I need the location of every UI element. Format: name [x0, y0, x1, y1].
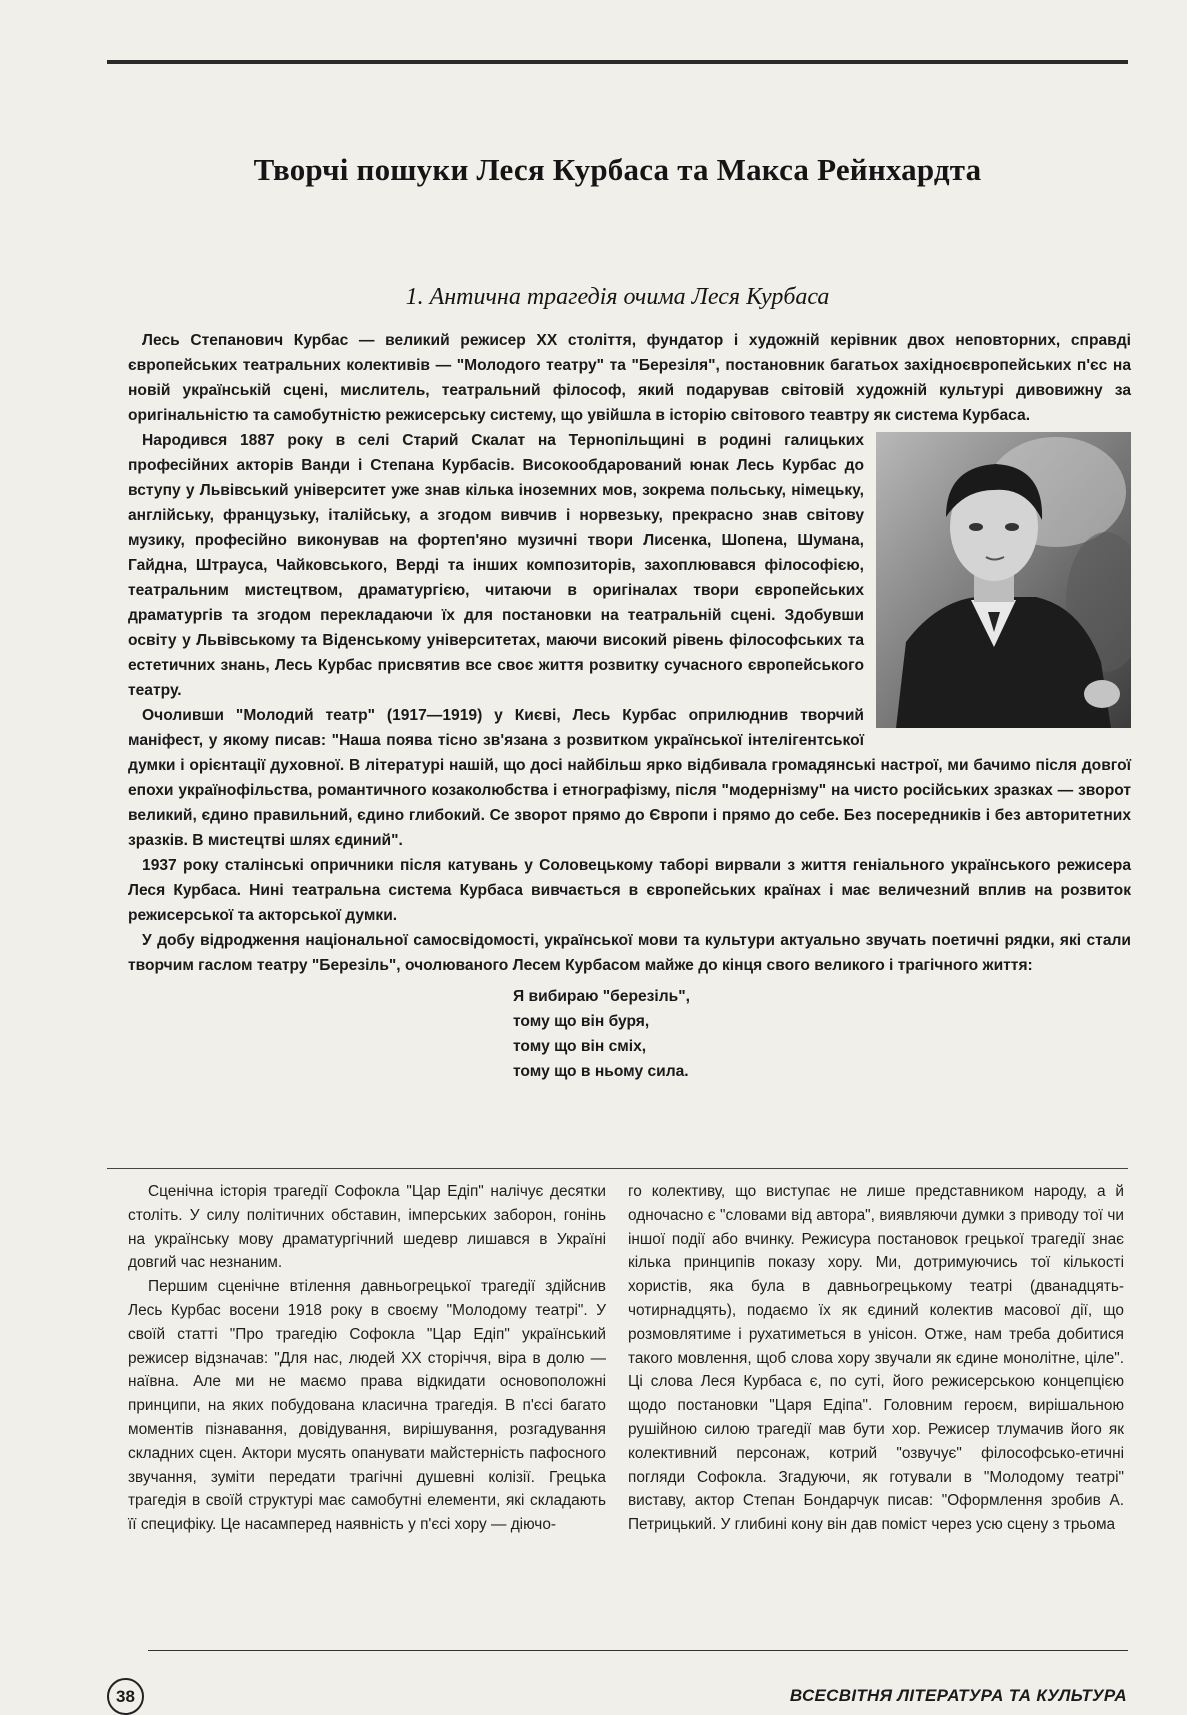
footer-rule	[148, 1650, 1128, 1651]
intro-text	[128, 328, 1131, 1084]
intro-paragraph: 1937 року сталінські опричники після катувань у Соловецькому таборі вирвали з життя геніального українського режисера Леся Курбаса. Нині театральна система Курбаса вивчається в європейських країнах і має величезний вплив на розвиток режисерської та акторської думки.	[128, 857, 1131, 924]
top-rule	[107, 60, 1128, 64]
right-column	[628, 1180, 1124, 1537]
body-paragraph: Першим сценічне втілення давньогрецької трагедії здійснив Лесь Курбас восени 1918 року в своєму "Молодому театрі". У своїй статті "Про трагедію Софокла "Цар Едіп" український режисер відзначав: "Для нас, людей ХХ сторіччя, віра в долю — наївна. Але ми не маємо права відкидати основоположні принципи, на яких побудована класична трагедія. В п'єсі багато моментів пізнавання, довідування, вирішування, розгадування складних сцен. Актори мусять опанувати майстерність пафосного звучання, зуміти передати трагічні душевні колізії. Грецька трагедія в своїй структурі має самобутні елементи, які складають її специфіку. Це насамперед наявність у п'єсі хору — діючо-	[128, 1278, 606, 1534]
intro-paragraph: Очоливши "Молодий театр" (1917—1919) у Києві, Лесь Курбас оприлюднив творчий маніфест, у якому писав: "Наша поява тісно зв'язана з розвитком української інтелігентської думки і орієнтації духовної. В літературі нашій, що досі найбільш яркo відбивала громадянські настрої, ми бачимо після довгої епохи українофільства, романтичного козаколюбства і етнографізму, після "модернізму" на чисто російських зразках — зворот великий, єдино правильний, єдино глибокий. Се зворот прямо до Європи і прямо до себе. Без посередників і без авторитетних зразків. В мистецтві шлях єдиний".	[128, 707, 1131, 849]
poem-line: Я вибираю "березіль",	[513, 988, 690, 1005]
poem-line: тому що він буря,	[513, 1013, 650, 1030]
page-number: 38	[107, 1678, 144, 1715]
poem-line: тому що він сміх,	[513, 1038, 647, 1055]
portrait-photo	[876, 432, 1131, 728]
left-column	[128, 1180, 606, 1537]
article-title: Творчі пошуки Леся Курбаса та Макса Рейнхардта	[253, 152, 982, 187]
poem-line: тому що в ньому сила.	[513, 1063, 689, 1080]
body-paragraph: Сценічна історія трагедії Софокла "Цар Едіп" налічує десятки століть. У силу політичних обставин, імперських заборон, гонінь на українську мову драматургічний шедевр лишався в Україні довгий час незнаним.	[128, 1183, 606, 1272]
section-divider	[107, 1168, 1128, 1169]
portrait-image	[876, 432, 1131, 728]
section-subtitle: 1. Антична трагедія очима Леся Курбаса	[405, 284, 830, 310]
intro-paragraph: У добу відродження національної самосвідомості, української мови та культури актуально звучать поетичні рядки, які стали творчим гаслом театру "Березіль", очолюваного Лесем Курбасом майже до кінця свого великого і трагічного життя:	[128, 932, 1131, 974]
journal-title: ВСЕСВІТНЯ ЛІТЕРАТУРА ТА КУЛЬТУРА	[789, 1686, 1127, 1705]
intro-paragraph: Лесь Степанович Курбас — великий режисер ХХ століття, фундатор і художній керівник двох неповторних, справді європейських театральних колективів — "Молодого театру" та "Березіля", постановник багатьох західноєвропейських п'єс на новій українській сцені, мислитель, театральний філософ, який подарував світовій художній культурі дивовижну за оригінальністю та самобутністю режисерську систему, що увійшла в історію світового теавтру як система Курбаса.	[128, 332, 1131, 424]
intro-paragraph: Народився 1887 року в селі Старий Скалат на Тернопільщині в родині галицьких професійних акторів Ванди і Степана Курбасів. Високообдарований юнак Лесь Курбас до вступу у Львівський університет уже знав кілька іноземних мов, зокрема польську, німецьку, англійську, французьку, італійську, а згодом вивчив і норвезьку, прекрасно знав світову музику, професійно виконував на фортеп'яно музичні твори Лисенка, Шопена, Шумана, Гайдна, Штрауса, Чайковського, Верді та інших композиторів, захоплювався філософією, театральним мистецтвом, драматургією, читаючи в оригіналах твори європейських драматургів та згодом перекладаючи їх для постановки на театральній сцені. Здобувши освіту у Львівському та Віденському університетах, маючи високий рівень філософських та естетичних знань, Лесь Курбас присвятив все своє життя розвитку сучасного європейського театру.	[128, 432, 864, 699]
poem	[513, 984, 1131, 1084]
body-paragraph: го колективу, що виступає не лише представником народу, а й одночасно є "словами від автора", виявляючи думки з приводу тої чи іншої події або вчинку. Режисура постановок грецької трагедії знає кілька принципів показу хору. Ми, дотримуючись тої кількості хористів, яка була в давньогрецькому театрі (дванадцять-чотирнадцять), подаємо їх як єдиний колектив масової дії, що розмовлятиме і рухатиметься в унісон. Отже, нам треба добитися такого мовлення, щоб слова хору звучали як єдине монолітне, ціле". Ці слова Леся Курбаса є, по суті, його режисерською концепцією щодо постановки "Царя Едіпа". Головним героєм, вирішальною рушійною силою трагедії мав бути хор. Режисер тлумачив його як колективний персонаж, котрий "озвучує" філософсько-етичні погляди Софокла. Згадуючи, як готували в "Молодому театрі" виставу, актор Степан Бондарчук писав: "Оформлення зробив А. Петрицький. У глибині кону він дав поміст через усю сцену з трьома	[628, 1183, 1124, 1534]
